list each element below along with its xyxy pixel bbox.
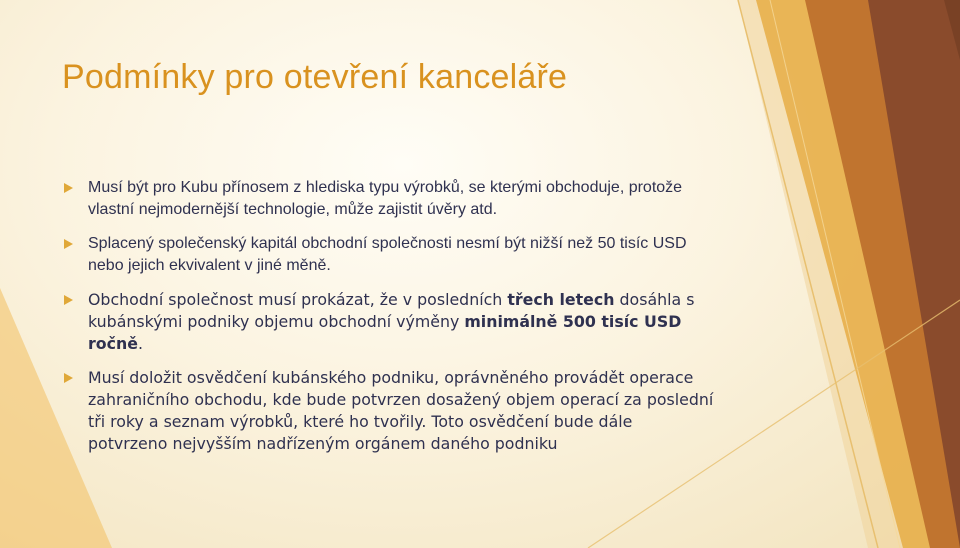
bullet-text-part: Obchodní společnost musí prokázat, že v posledních [88,290,508,309]
triangle-bullet-icon [64,295,73,305]
bullet-text-part: . [137,334,143,353]
bullet-text-emphasis: třech letech [507,290,615,309]
bullet-item [64,177,714,221]
bullet-item [64,233,714,277]
bullet-item [64,289,714,355]
bullet-item [64,367,714,455]
triangle-bullet-icon [64,373,73,383]
bullet-text: Musí být pro Kubu přínosem z hlediska typu výrobků, se kterými obchoduje, protože vlastní nejmodernější technologie, může zajistit úvěry atd. [88,179,683,218]
bullet-text: Musí doložit osvědčení kubánského podniku, oprávněného provádět operace zahraničního obchodu, kde bude potvrzen dosažený objem operací za poslední tři roky a seznam výrobků, které ho tvořily. Toto osvědčení bude dále potvrzeno nejvyšším nadřízeným orgánem daného podniku [88,368,714,453]
triangle-bullet-icon [64,183,73,193]
bullet-text: Splacený společenský kapitál obchodní společnosti nesmí být nižší než 50 tisíc USD nebo jejich ekvivalent v jiné měně. [88,235,687,274]
slide-title: Podmínky pro otevření kanceláře [62,58,568,96]
bullet-text-part: dosáhla s kubánskými podniky objemu obchodní výměny [88,290,695,331]
bullet-text-emphasis: minimálně 500 tisíc USD ročně [88,312,682,353]
triangle-bullet-icon [64,239,73,249]
bullet-list [64,177,714,467]
